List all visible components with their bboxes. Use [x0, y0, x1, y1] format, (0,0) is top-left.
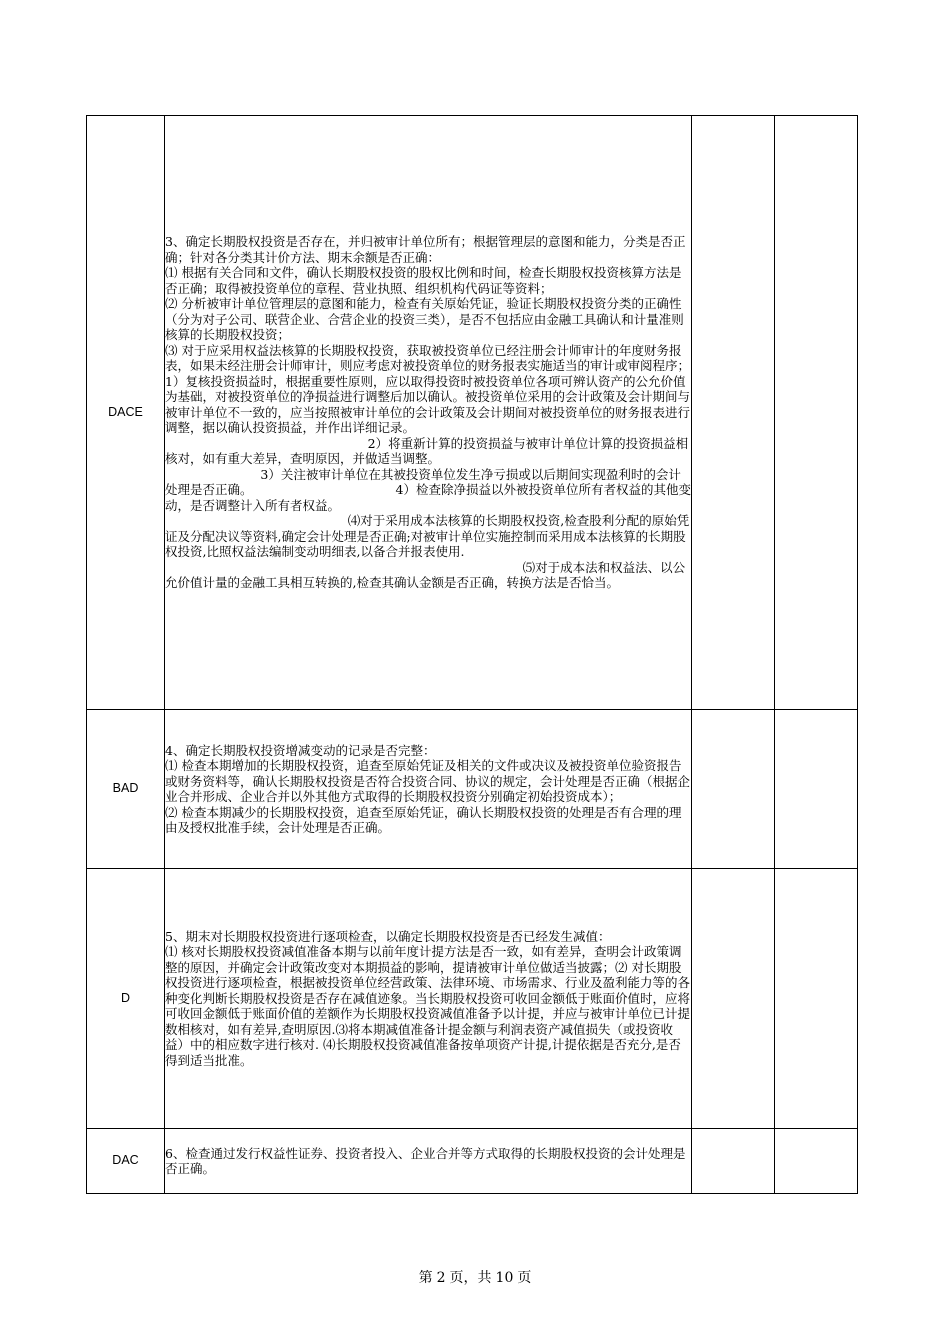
- index-cell: [692, 116, 775, 710]
- total-page-number: 10: [495, 1270, 514, 1286]
- procedure-text: [165, 869, 692, 1129]
- assertion-code: DACE: [87, 116, 165, 710]
- index-cell: [692, 1129, 775, 1194]
- footer-suffix: 页: [517, 1270, 532, 1286]
- assertion-code: DAC: [87, 1129, 165, 1194]
- audit-procedure-table: [86, 115, 858, 1194]
- executor-cell: [775, 1129, 858, 1194]
- current-page-number: 2: [436, 1270, 446, 1286]
- table-row: [87, 1129, 858, 1194]
- index-cell: [692, 869, 775, 1129]
- procedure-text-content: 4、确定长期股权投资增减变动的记录是否完整： ⑴ 检查本期增加的长期股权投资，追查至原始凭证及相关的文件或决议及被投资单位验资报告或财务资料等，确认长期股权投资是否符合投资合同、协议的规定，会计处理是否正确（根据企业合并形成、企业合并以外其他方式取得的长期股权投资分别确定初始投资成本）； ⑵ 检查本期减少的长期股权投资，追查至原始凭证，确认长期股权投资的处理是否有合理的理由及授权批准手续，会计处理是否正确。: [165, 742, 691, 835]
- procedure-text-content: 3、确定长期股权投资是否存在，并归被审计单位所有；根据管理层的意图和能力，分类是否正确；针对各分类其计价方法、期末余额是否正确： ⑴ 根据有关合同和文件，确认长期股权投资的股权比例和时间，检查长期股权投资核算方法是否正确；取得被投资单位的章程、营业执照、组织机构代码证等资料； ⑵ 分析被审计单位管理层的意图和能力，检查有关原始凭证，验证长期股权投资分类的正确性（分为对子公司、联营企业、合营企业的投资三类），是否不包括应由金融工具确认和计量准则核算的长期股权投资； ⑶ 对于应采用权益法核算的长期股权投资，获取被投资单位已经注册会计师审计的年度财务报表，如果未经注册会计师审计，则应考虑对被投资单位的财务报表实施适当的审计或审阅程序； 1）复核投资损益时，根据重要性原则，应以取得投资时被投资单位各项可辨认资产的公允价值为基础，对被投资单位的净损益进行调整后加以确认。被投资单位采用的会计政策及会计期间与被审计单位不一致的，应当按照被审计单位的会计政策及会计期间对被投资单位的财务报表进行调整，据以确认投资损益，并作出详细记录。 2）将重新计算的投资损益与被审计单位计算的投资损益相核对，如有重大差异，查明原因，并做适当调整。 3）关注被审计单位在其被投资单位发生净亏损或以后期间实现盈利时的会计处理是否正确。 4）检查除净损益以外被投资单位所有者权益的其他变动，是否调整计入所有者权益。 ⑷对于采用成本法核算的长期股权投资,检查股利分配的原始凭证及分配决议等资料,确定会计处理是否正确;对被审计单位实施控制而采用成本法核算的长期股权投资,比照权益法编制变动明细表,以备合并报表使用. ⑸对于成本法和权益法、以公允价值计量的金融工具相互转换的,检查其确认金额是否正确，转换方法是否恰当。: [165, 234, 691, 591]
- procedure-text-content: 5、期末对长期股权投资进行逐项检查，以确定长期股权投资是否已经发生减值： ⑴ 核对长期股权投资减值准备本期与以前年度计提方法是否一致，如有差异，查明会计政策调整的原因，并确定会计政策改变对本期损益的影响，提请被审计单位做适当披露；⑵ 对长期股权投资进行逐项检查，根据被投资单位经营政策、法律环境、市场需求、行业及盈利能力等的各种变化判断长期股权投资是否存在减值迹象。当长期股权投资可收回金额低于账面价值时，应将可收回金额低于账面价值的差额作为长期股权投资减值准备予以计提，并应与被审计单位已计提数相核对，如有差异,查明原因.⑶将本期减值准备计提金额与利润表资产减值损失（或投资收益）中的相应数字进行核对. ⑷长期股权投资减值准备按单项资产计提,计提依据是否充分,是否得到适当批准。: [165, 928, 691, 1068]
- procedure-text: [165, 710, 692, 869]
- executor-cell: [775, 116, 858, 710]
- index-cell: [692, 710, 775, 869]
- assertion-code: D: [87, 869, 165, 1129]
- procedure-text: [165, 116, 692, 710]
- executor-cell: [775, 710, 858, 869]
- assertion-code: BAD: [87, 710, 165, 869]
- page-footer: [0, 1267, 950, 1287]
- procedure-text-content: 6、检查通过发行权益性证券、投资者投入、企业合并等方式取得的长期股权投资的会计处理是否正确。: [165, 1145, 686, 1176]
- executor-cell: [775, 869, 858, 1129]
- footer-prefix: 第: [418, 1270, 433, 1286]
- table-row: [87, 869, 858, 1129]
- footer-middle: 页，共: [449, 1270, 492, 1286]
- procedure-text: [165, 1129, 692, 1194]
- table-row: [87, 116, 858, 710]
- table-row: [87, 710, 858, 869]
